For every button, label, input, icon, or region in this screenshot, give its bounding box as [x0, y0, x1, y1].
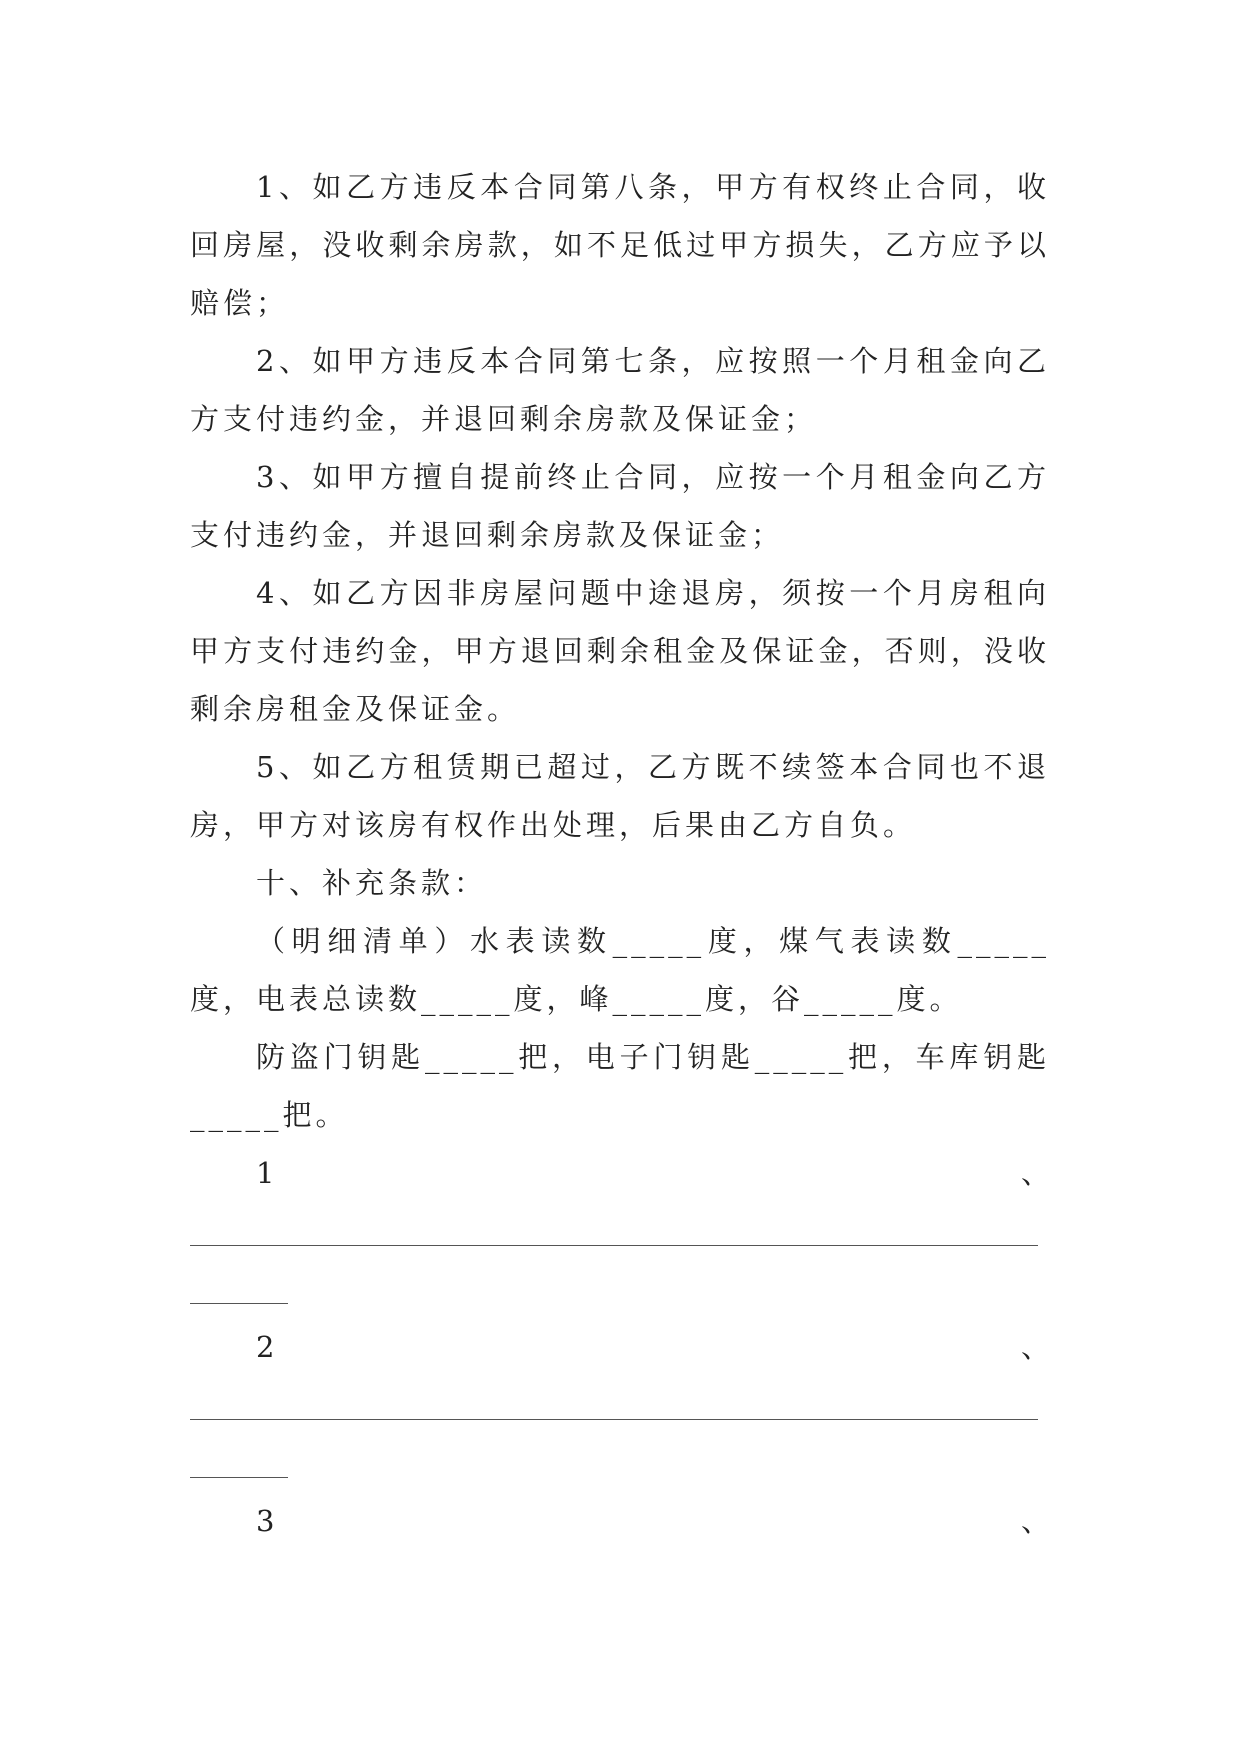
item-mark: 、 [1020, 1504, 1050, 1538]
fill-line [190, 1202, 1050, 1260]
document-body [190, 158, 1050, 1550]
item-number: 1 [256, 1156, 275, 1190]
underline-rule [190, 1303, 288, 1304]
item-number: 3 [256, 1504, 275, 1538]
underline-rule [190, 1477, 288, 1478]
clause-1: 1、如乙方违反本合同第八条，甲方有权终止合同，收回房屋，没收剩余房款，如不足低过甲方损失，乙方应予以赔偿； [190, 170, 1050, 320]
fill-line [190, 1434, 1050, 1492]
clause-4: 4、如乙方因非房屋问题中途退房，须按一个月房租向甲方支付违约金，甲方退回剩余租金及保证金，否则，没收剩余房租金及保证金。 [190, 576, 1050, 726]
meter-readings: （明细清单）水表读数_____度，煤气表读数_____度，电表总读数_____度，峰_____度，谷_____度。 [190, 924, 1050, 1016]
clause-2: 2、如甲方违反本合同第七条，应按照一个月租金向乙方支付违约金，并退回剩余房款及保证金； [190, 344, 1050, 436]
fill-line [190, 1376, 1050, 1434]
key-list: 防盗门钥匙_____把，电子门钥匙_____把，车库钥匙_____把。 [190, 1040, 1050, 1132]
supplement-item-2 [190, 1318, 1050, 1376]
item-mark: 、 [1020, 1156, 1050, 1190]
item-number: 2 [256, 1330, 275, 1364]
supplement-item-3 [190, 1492, 1050, 1550]
item-mark: 、 [1020, 1330, 1050, 1364]
underline-rule [190, 1419, 1038, 1420]
section-heading-supplementary: 十、补充条款： [256, 866, 488, 900]
clause-3: 3、如甲方擅自提前终止合同，应按一个月租金向乙方支付违约金，并退回剩余房款及保证金； [190, 460, 1050, 552]
supplement-item-1 [190, 1144, 1050, 1202]
fill-line [190, 1260, 1050, 1318]
clause-5: 5、如乙方租赁期已超过，乙方既不续签本合同也不退房，甲方对该房有权作出处理，后果由乙方自负。 [190, 750, 1050, 842]
underline-rule [190, 1245, 1038, 1246]
